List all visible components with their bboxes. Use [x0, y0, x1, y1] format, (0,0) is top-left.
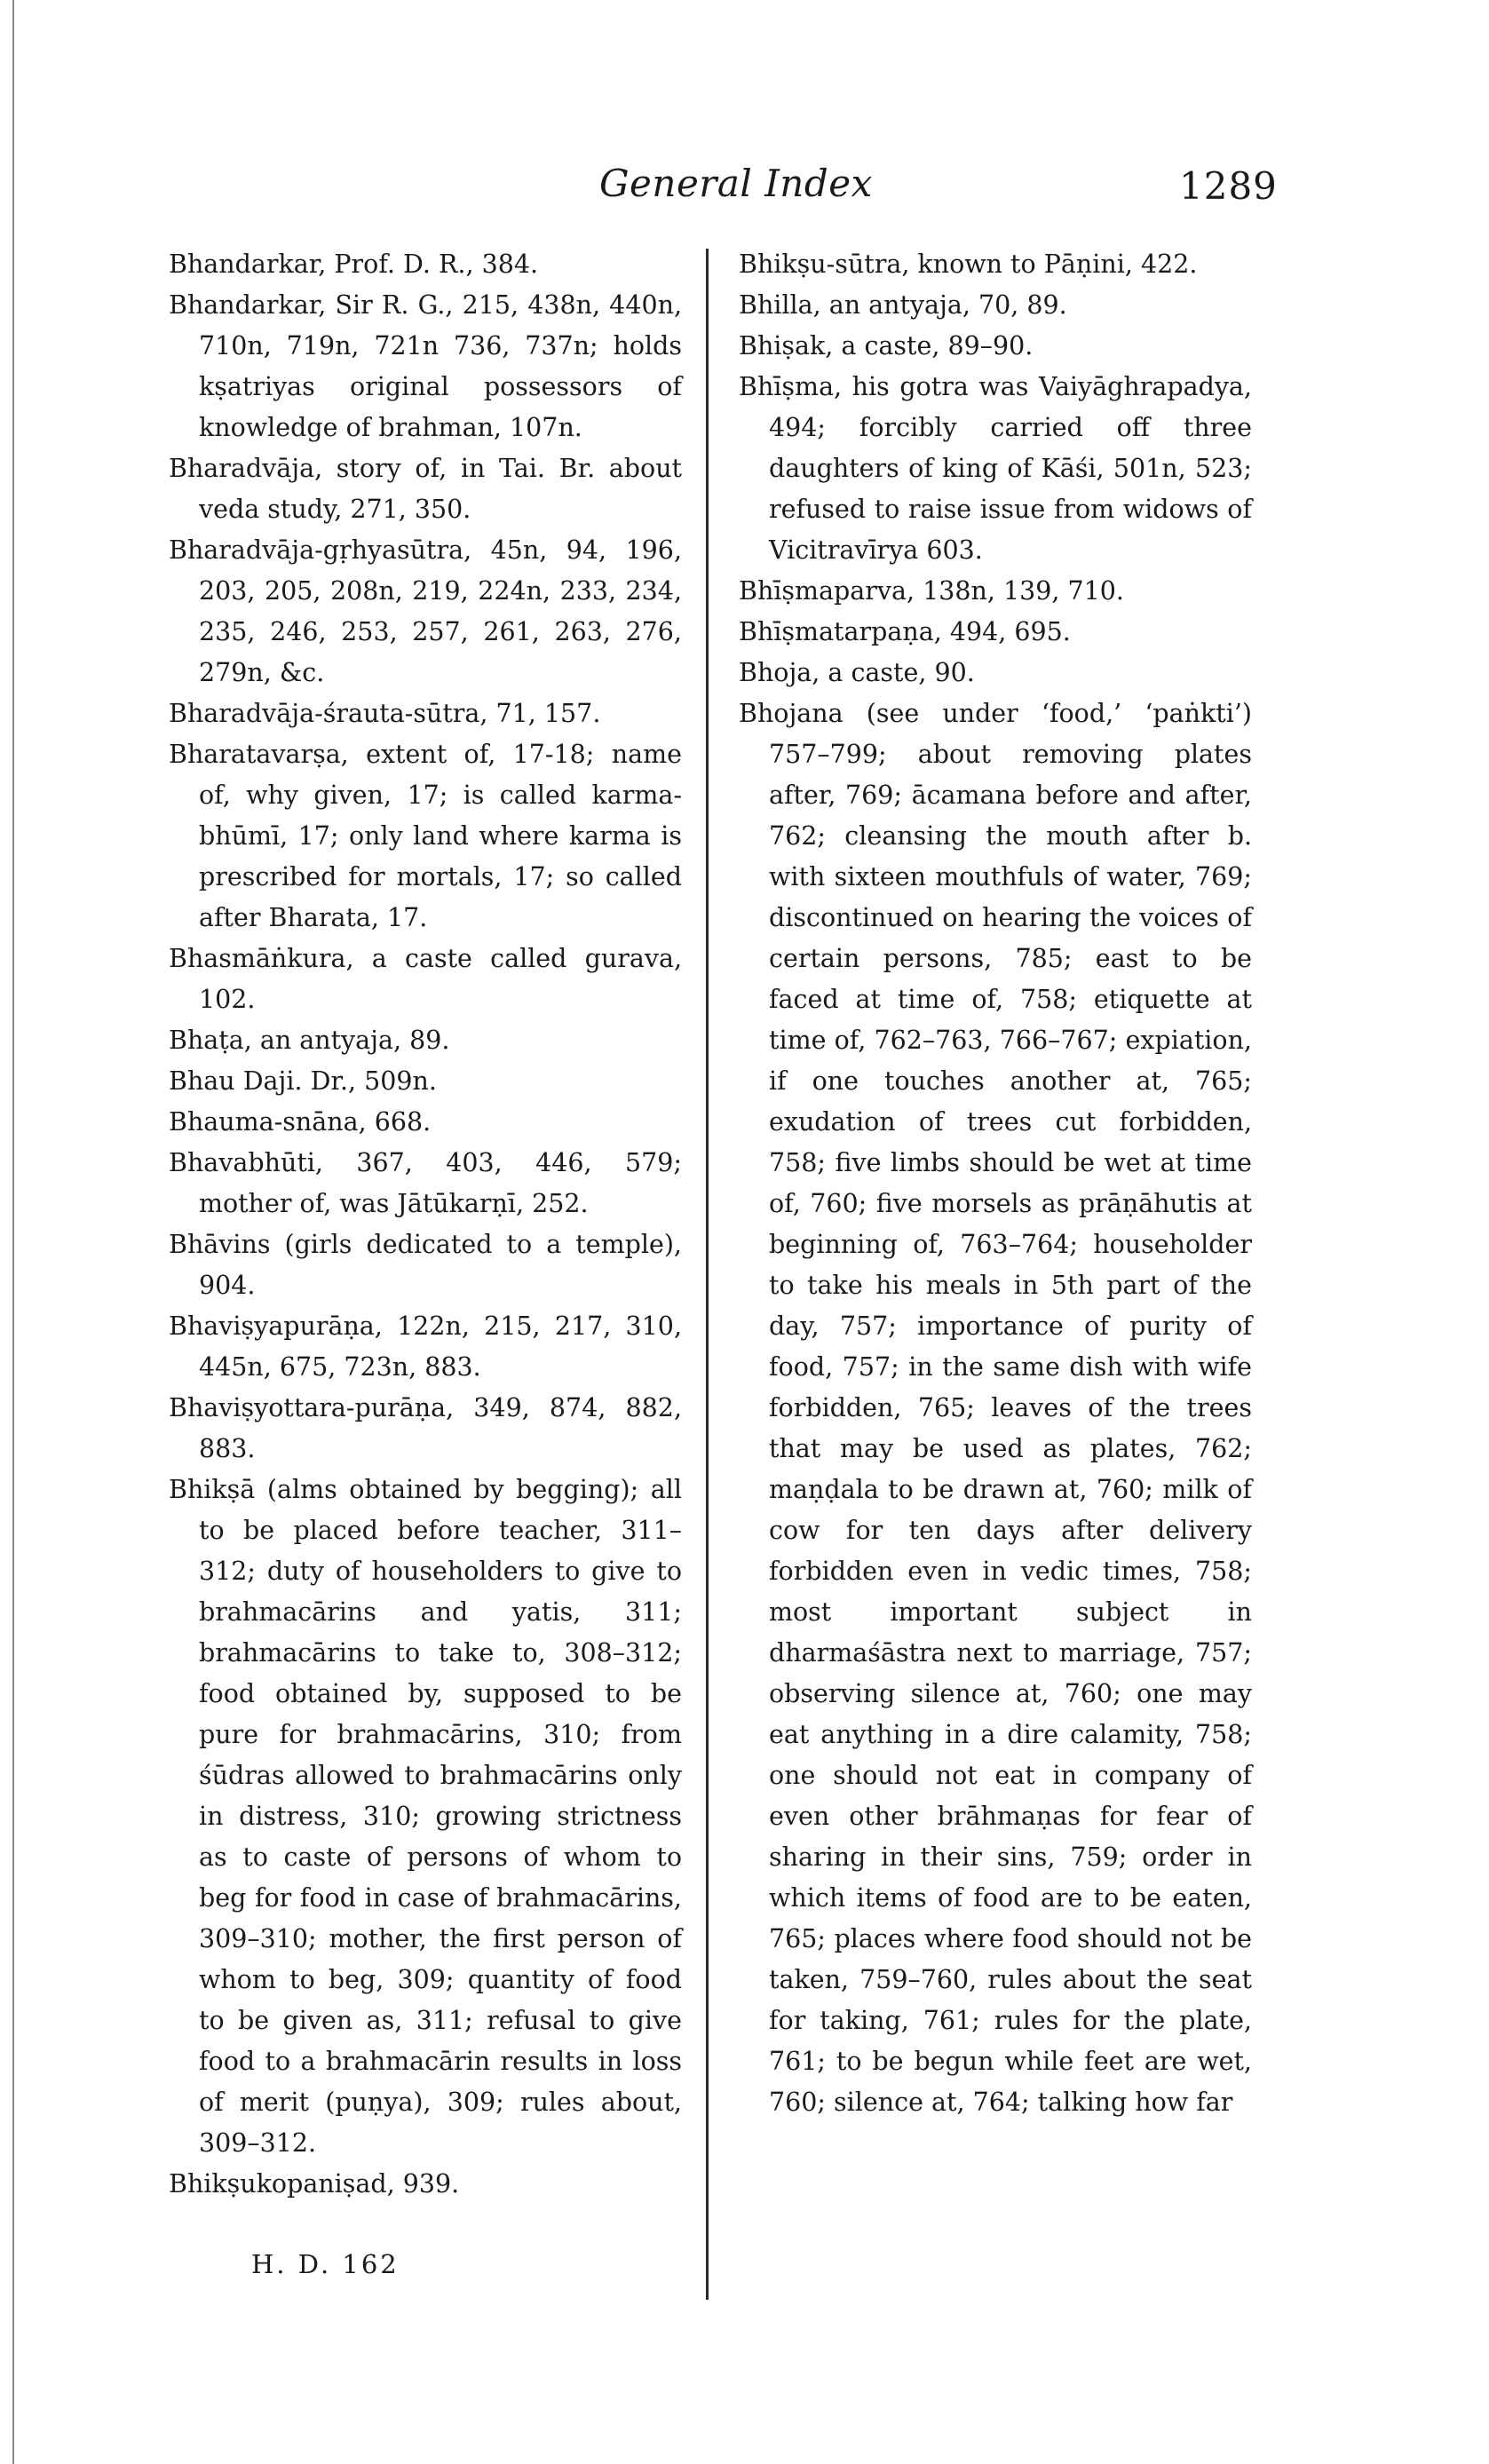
index-entry: Bhandarkar, Prof. D. R., 384.: [169, 250, 539, 279]
index-entry: Bharadvāja, story of, in Tai. Br. about veda study, 271, 350.: [169, 454, 682, 524]
index-entry: Bharadvāja-gṛhyasūtra, 45n, 94, 196, 203, 205, 208n, 219, 224n, 233, 234, 235, 246, 253, 257, 261, 263, 276, 279n, &c.: [169, 535, 682, 687]
index-entry: Bhoja, a caste, 90.: [739, 658, 975, 687]
index-entry: Bhau Daji. Dr., 509n.: [169, 1066, 437, 1096]
index-entry: Bhilla, an antyaja, 70, 89.: [739, 290, 1067, 320]
index-column-right: [739, 244, 1252, 2123]
index-entry: Bhīṣmatarpaṇa, 494, 695.: [739, 617, 1071, 646]
index-entry: Bhandarkar, Sir R. G., 215, 438n, 440n, 710n, 719n, 721n 736, 737n; holds kṣatriyas original possessors of knowledge of brahman, 107n.: [169, 290, 682, 442]
index-entry: Bhikṣukopaniṣad, 939.: [169, 2169, 460, 2199]
running-header-title: General Index: [599, 162, 873, 205]
index-entry: Bhavabhūti, 367, 403, 446, 579; mother of, was Jātūkarṇī, 252.: [169, 1148, 682, 1218]
page-number: 1289: [1179, 164, 1278, 208]
index-entry: Bhīṣma, his gotra was Vaiyāghrapadya, 494; forcibly carried off three daughters of king of Kāśi, 501n, 523; refused to raise issue from widows of Vicitravīrya 603.: [739, 372, 1252, 565]
index-entry: Bhāvins (girls dedicated to a temple), 904.: [169, 1230, 682, 1300]
index-entry: Bhaviṣyapurāṇa, 122n, 215, 217, 310, 445n, 675, 723n, 883.: [169, 1311, 682, 1382]
index-column-left: [169, 244, 682, 2205]
page-edge-line: [12, 0, 14, 2464]
index-entry: Bhaviṣyottara-purāṇa, 349, 874, 882, 883.: [169, 1393, 682, 1463]
index-entry: Bhasmāṅkura, a caste called gurava, 102.: [169, 944, 682, 1014]
column-divider: [706, 249, 709, 2300]
index-entry: Bhikṣu-sūtra, known to Pāṇini, 422.: [739, 250, 1198, 279]
index-entry: Bhīṣmaparva, 138n, 139, 710.: [739, 576, 1124, 606]
index-entry: Bharadvāja-śrauta-sūtra, 71, 157.: [169, 699, 601, 728]
index-entry: Bhiṣak, a caste, 89–90.: [739, 331, 1034, 360]
index-entry: Bhikṣā (alms obtained by begging); all to be placed before teacher, 311–312; duty of householders to give to brahmacārins and yatis, 311; brahmacārins to take to, 308–312; food obtained by, supposed to be pure for brahmacārins, 310; from śūdras allowed to brahmacārins only in distress, 310; growing strictness as to caste of persons of whom to beg for food in case of brahmacārins, 309–310; mother, the first person of whom to beg, 309; quantity of food to be given as, 311; refusal to give food to a brahmacārin results in loss of merit (puṇya), 309; rules about, 309–312.: [169, 1475, 682, 2158]
index-entry: Bhauma-snāna, 668.: [169, 1107, 432, 1137]
index-entry: Bhaṭa, an antyaja, 89.: [169, 1026, 450, 1055]
index-entry: Bhojana (see under ‘food,’ ‘paṅkti’) 757–799; about removing plates after, 769; ācamana before and after, 762; cleansing the mouth after b. with sixteen mouthfuls of water, 769; discontinued on hearing the voices of certain persons, 785; east to be faced at time of, 758; etiquette at time of, 762–763, 766–767; expiation, if one touches another at, 765; exudation of trees cut forbidden, 758; five limbs should be wet at time of, 760; five morsels as prāṇāhutis at beginning of, 763–764; householder to take his meals in 5th part of the day, 757; importance of purity of food, 757; in the same dish with wife forbidden, 765; leaves of the trees that may be used as plates, 762; maṇḍala to be drawn at, 760; milk of cow for ten days after delivery forbidden even in vedic times, 758; most important subject in dharmaśāstra next to marriage, 757; observing silence at, 760; one may eat anything in a dire calamity, 758; one should not eat in company of even other brāhmaṇas for fear of sharing in their sins, 759; order in which items of food are to be eaten, 765; places where food should not be taken, 759–760, rules about the seat for taking, 761; rules for the plate, 761; to be begun while feet are wet, 760; silence at, 764; talking how far: [739, 699, 1252, 2117]
signature-mark: H. D. 162: [251, 2249, 400, 2279]
index-entry: Bharatavarṣa, extent of, 17-18; name of, why given, 17; is called karma-bhūmī, 17; only land where karma is prescribed for mortals, 17; so called after Bharata, 17.: [169, 740, 682, 932]
